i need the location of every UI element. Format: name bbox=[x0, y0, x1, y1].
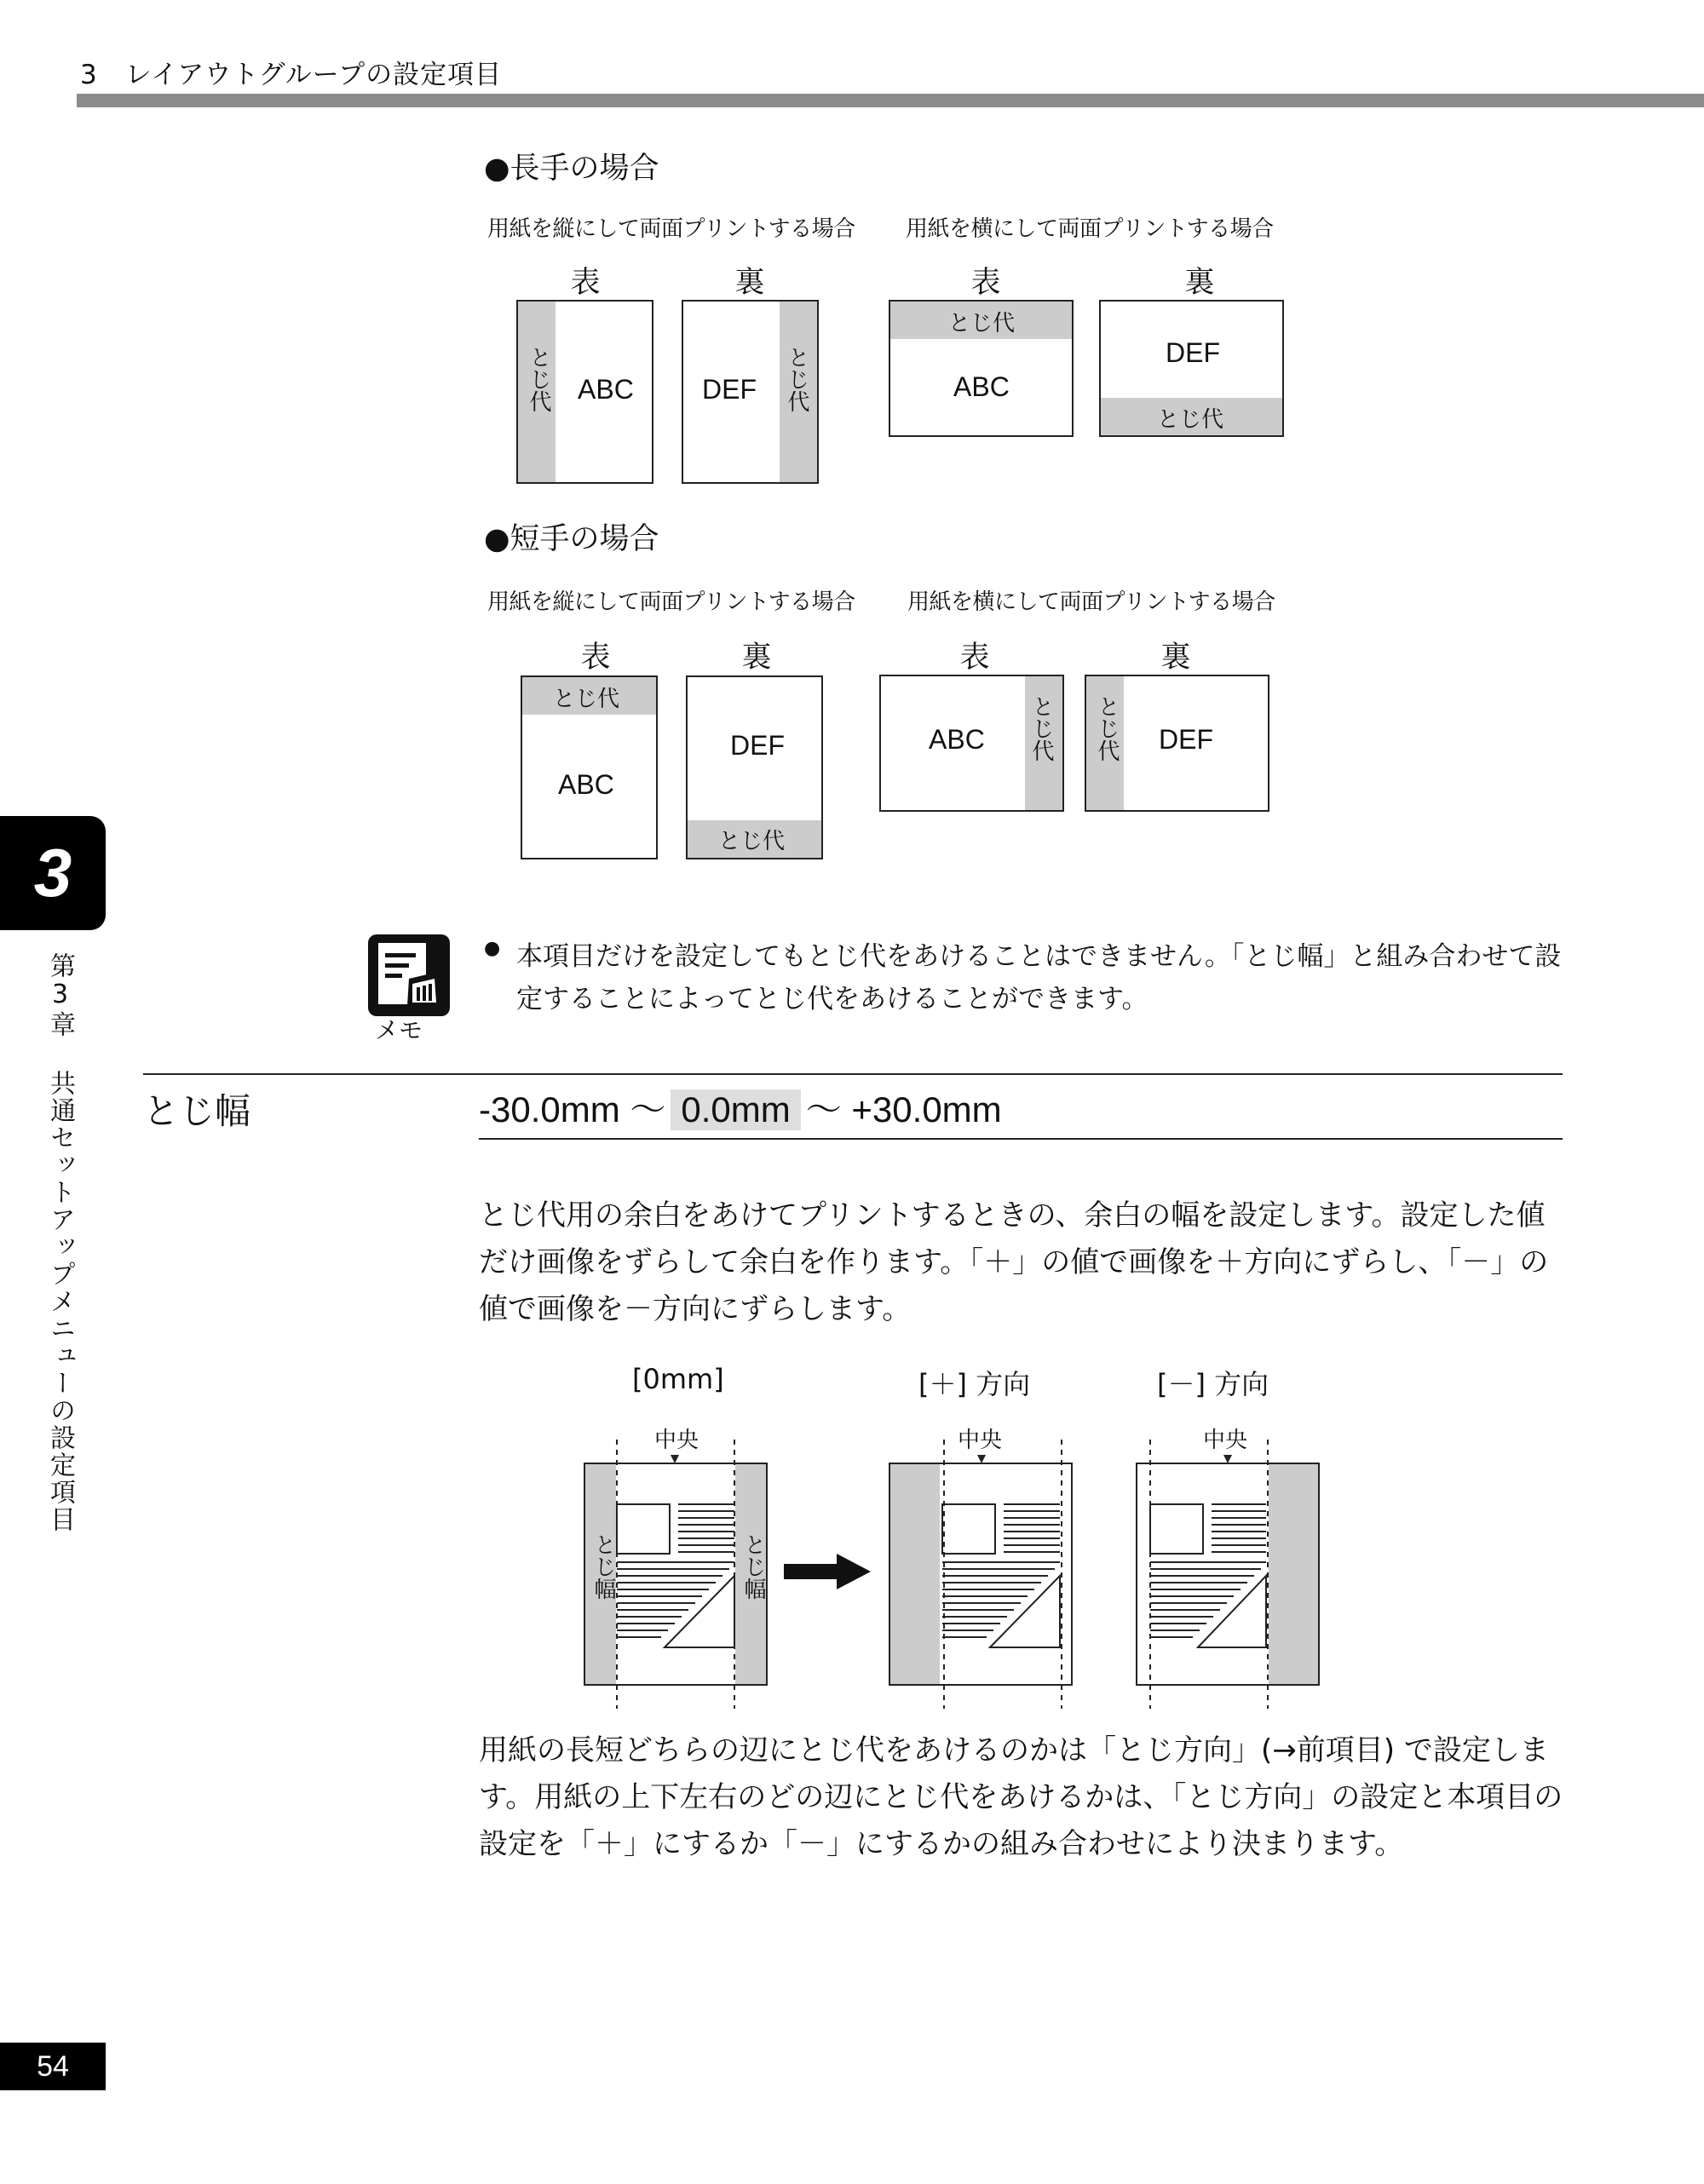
margin-label: とじ代 bbox=[718, 829, 786, 854]
section-rule-bottom bbox=[479, 1138, 1563, 1140]
footer-paragraph: 用紙の長短どちらの辺にとじ代をあけるのかは「とじ方向」(→前項目) で設定します。用紙の上下左右のどの辺にとじ代をあけるかは、「とじ方向」の設定と本項目の設定を「＋」にするか「－」にするかの組み合わせにより決まります。 bbox=[479, 1733, 1563, 1861]
back-label: 裏 bbox=[734, 266, 765, 300]
short-portrait-front-page bbox=[521, 675, 658, 859]
range-min: -30.0mm ～ bbox=[479, 1089, 666, 1129]
long-edge-portrait-caption: 用紙を縦にして両面プリントする場合 bbox=[487, 216, 855, 242]
diagram-label-plus: [＋] 方向 bbox=[918, 1368, 1031, 1400]
back-page-text: DEF bbox=[1159, 724, 1213, 755]
long-edge-landscape-caption: 用紙を横にして両面プリントする場合 bbox=[906, 216, 1274, 242]
page-number: 54 bbox=[37, 2050, 69, 2083]
front-label: 表 bbox=[970, 266, 1001, 300]
memo-text: 本項目だけを設定してもとじ代をあけることはできません。「とじ幅」と組み合わせて設定することによってとじ代をあけることができます。 bbox=[516, 941, 1562, 1014]
header-rule bbox=[77, 94, 1704, 107]
margin-label: とじ代 bbox=[1094, 695, 1120, 762]
back-label: 裏 bbox=[1184, 266, 1215, 300]
margin-label: とじ代 bbox=[948, 311, 1016, 336]
front-page-text: ABC bbox=[558, 769, 614, 800]
front-label: 表 bbox=[570, 266, 601, 300]
short-edge-portrait-caption: 用紙を縦にして両面プリントする場合 bbox=[487, 589, 855, 615]
section-rule-top bbox=[143, 1073, 1563, 1075]
chapter-number: 3 bbox=[33, 835, 72, 911]
short-edge-landscape-caption: 用紙を横にして両面プリントする場合 bbox=[907, 589, 1275, 615]
memo-label: メモ bbox=[375, 1016, 423, 1044]
long-landscape-back-page bbox=[1099, 300, 1284, 437]
margin-label: とじ代 bbox=[1028, 695, 1054, 762]
short-landscape-front-page bbox=[879, 675, 1064, 812]
short-portrait-back-page bbox=[686, 675, 823, 859]
range-max: ～ +30.0mm bbox=[805, 1089, 1002, 1129]
diagram-label-zero: [0mm] bbox=[632, 1363, 724, 1395]
setting-name: とじ幅 bbox=[143, 1090, 251, 1132]
memo-icon bbox=[368, 934, 450, 1016]
front-label: 表 bbox=[959, 641, 990, 675]
plus-shift-page bbox=[889, 1440, 1072, 1709]
center-label: 中央 bbox=[1203, 1428, 1248, 1453]
front-page-text: ABC bbox=[929, 724, 985, 755]
back-page-text: DEF bbox=[730, 730, 785, 761]
range-default: 0.0mm bbox=[671, 1089, 800, 1130]
front-label: 表 bbox=[580, 641, 611, 675]
long-portrait-front-page bbox=[516, 300, 653, 484]
back-label: 裏 bbox=[1160, 641, 1191, 675]
short-landscape-back-page bbox=[1085, 675, 1269, 812]
center-label: 中央 bbox=[654, 1428, 699, 1453]
setting-range bbox=[479, 1082, 1002, 1133]
long-landscape-front-page bbox=[889, 300, 1074, 437]
margin-label: とじ代 bbox=[553, 687, 620, 712]
chapter-tab bbox=[0, 816, 106, 930]
right-arrow-icon bbox=[784, 1554, 871, 1589]
margin-label: とじ代 bbox=[784, 346, 809, 412]
chapter-title: 第3章 共通セットアップメニューの設定項目 bbox=[45, 952, 75, 1533]
back-page-text: DEF bbox=[702, 374, 757, 405]
margin-width-label: とじ幅 bbox=[740, 1533, 766, 1600]
shift-diagram bbox=[562, 1440, 1329, 1712]
front-page-text: ABC bbox=[578, 374, 634, 405]
long-portrait-back-page bbox=[682, 300, 819, 484]
minus-shift-page bbox=[1137, 1440, 1319, 1709]
long-edge-heading: ●長手の場合 bbox=[484, 152, 659, 186]
margin-label: とじ代 bbox=[1157, 407, 1224, 433]
running-header: 3 レイアウトグループの設定項目 bbox=[80, 60, 503, 90]
back-page-text: DEF bbox=[1166, 337, 1220, 368]
diagram-label-minus: [－] 方向 bbox=[1157, 1368, 1269, 1400]
center-label: 中央 bbox=[958, 1428, 1003, 1453]
description-text: とじ代用の余白をあけてプリントするときの、余白の幅を設定します。設定した値だけ画像をずらして余白を作ります。「＋」の値で画像を＋方向にずらし、「－」の値で画像を－方向にずらします。 bbox=[479, 1198, 1549, 1326]
short-edge-heading: ●短手の場合 bbox=[484, 522, 659, 556]
memo-bullet: ● bbox=[484, 938, 501, 959]
back-label: 裏 bbox=[741, 641, 772, 675]
margin-width-label: とじ幅 bbox=[590, 1533, 616, 1600]
margin-label: とじ代 bbox=[526, 346, 551, 412]
front-page-text: ABC bbox=[953, 371, 1010, 402]
page-number-box bbox=[0, 2043, 106, 2090]
